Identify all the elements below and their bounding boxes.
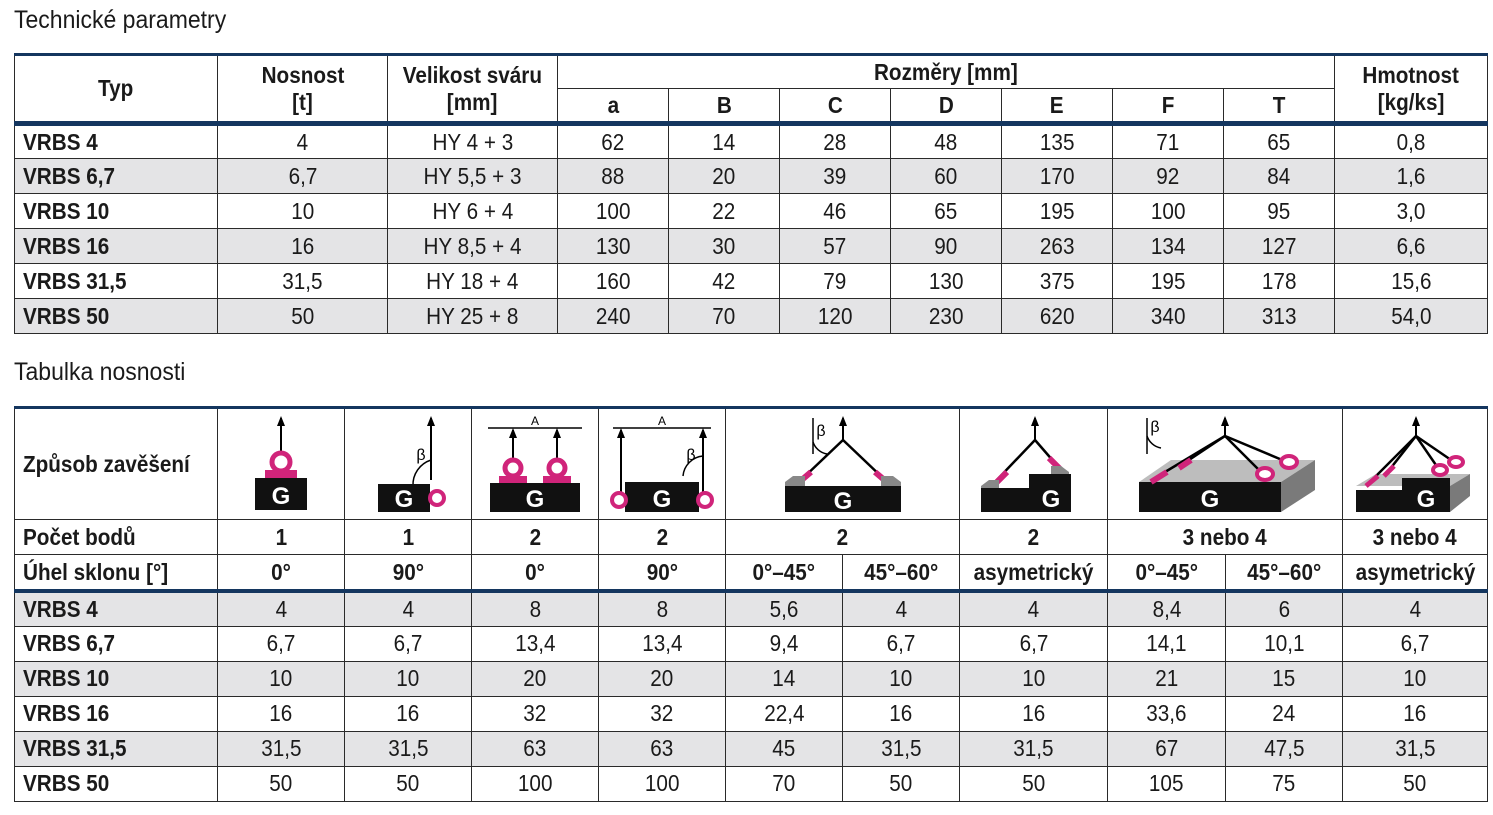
params-cell: HY 5,5 + 3 xyxy=(388,159,558,194)
params-cell: 70 xyxy=(669,299,780,334)
params-cell: HY 25 + 8 xyxy=(388,299,558,334)
header-dim-e: E xyxy=(1002,89,1113,124)
loads-cell: 24 xyxy=(1226,696,1343,731)
loads-cell: 50 xyxy=(960,766,1108,801)
single-angled-lift-icon xyxy=(353,414,463,514)
uhel-cell: 90° xyxy=(599,555,726,592)
loads-cell: 10 xyxy=(218,661,345,696)
uhel-cell: 0°–45° xyxy=(726,555,843,592)
uhel-cell: 45°–60° xyxy=(843,555,960,592)
loads-cell: 4 xyxy=(1343,591,1488,626)
multi-leg-asymmetric-sling-icon xyxy=(1350,414,1480,514)
svg-text:β: β xyxy=(815,423,826,440)
params-cell: 92 xyxy=(1113,159,1224,194)
pocet-cell-2: 1 xyxy=(345,520,472,555)
loads-cell: 4 xyxy=(218,591,345,626)
params-cell: 230 xyxy=(891,299,1002,334)
svg-text:G: G xyxy=(1041,486,1060,513)
params-cell: 95 xyxy=(1224,194,1335,229)
params-cell: 240 xyxy=(558,299,669,334)
loads-cell: 33,6 xyxy=(1108,696,1226,731)
params-cell: 65 xyxy=(1224,124,1335,159)
params-cell: 42 xyxy=(669,264,780,299)
params-cell: 263 xyxy=(1002,229,1113,264)
method-cell-8 xyxy=(1343,408,1488,520)
loads-cell: 20 xyxy=(599,661,726,696)
params-cell: 130 xyxy=(891,264,1002,299)
loads-cell: 14,1 xyxy=(1108,626,1226,661)
loads-cell: 10 xyxy=(345,661,472,696)
params-cell: 3,0 xyxy=(1335,194,1488,229)
params-row xyxy=(15,299,1488,334)
loads-cell: 13,4 xyxy=(599,626,726,661)
method-cell-1 xyxy=(218,408,345,520)
params-cell: 195 xyxy=(1113,264,1224,299)
loads-row xyxy=(15,766,1488,801)
params-cell: 22 xyxy=(669,194,780,229)
loads-cell: 70 xyxy=(726,766,843,801)
loads-row xyxy=(15,696,1488,731)
method-cell-3 xyxy=(472,408,599,520)
loads-cell: 21 xyxy=(1108,661,1226,696)
params-cell: 178 xyxy=(1224,264,1335,299)
params-cell: 79 xyxy=(780,264,891,299)
params-cell: 84 xyxy=(1224,159,1335,194)
loads-cell: 6,7 xyxy=(345,626,472,661)
params-cell: 90 xyxy=(891,229,1002,264)
loads-row-type: VRBS 31,5 xyxy=(15,731,218,766)
loads-cell: 100 xyxy=(472,766,599,801)
loads-cell: 100 xyxy=(599,766,726,801)
loads-cell: 4 xyxy=(843,591,960,626)
params-row-type: VRBS 6,7 xyxy=(15,159,218,194)
loads-row-type: VRBS 50 xyxy=(15,766,218,801)
pocet-cell-4: 2 xyxy=(599,520,726,555)
params-cell: 100 xyxy=(1113,194,1224,229)
params-cell: 46 xyxy=(780,194,891,229)
loads-cell: 31,5 xyxy=(345,731,472,766)
params-cell: 6,7 xyxy=(218,159,388,194)
loads-cell: 13,4 xyxy=(472,626,599,661)
loads-cell: 16 xyxy=(345,696,472,731)
loads-cell: 10 xyxy=(960,661,1108,696)
params-cell: 48 xyxy=(891,124,1002,159)
params-cell: 1,6 xyxy=(1335,159,1488,194)
svg-text:β: β xyxy=(416,447,426,464)
uhel-cell: 90° xyxy=(345,555,472,592)
two-leg-asymmetric-sling-icon xyxy=(969,414,1099,514)
params-cell: 62 xyxy=(558,124,669,159)
params-row xyxy=(15,264,1488,299)
params-cell: 4 xyxy=(218,124,388,159)
loads-cell: 16 xyxy=(218,696,345,731)
svg-text:G: G xyxy=(525,486,545,513)
svg-text:A: A xyxy=(657,414,667,428)
method-cell-6 xyxy=(960,408,1108,520)
loads-cell: 63 xyxy=(599,731,726,766)
loads-cell: 50 xyxy=(218,766,345,801)
params-cell: HY 4 + 3 xyxy=(388,124,558,159)
params-cell: 620 xyxy=(1002,299,1113,334)
header-rozmery: Rozměry [mm] xyxy=(558,55,1335,89)
svg-text:G: G xyxy=(1200,486,1220,513)
loads-row-type: VRBS 4 xyxy=(15,591,218,626)
header-dim-d: D xyxy=(891,89,1002,124)
params-row xyxy=(15,194,1488,229)
header-dim-b: B xyxy=(669,89,780,124)
params-cell: 39 xyxy=(780,159,891,194)
params-cell: 14 xyxy=(669,124,780,159)
params-cell: 10 xyxy=(218,194,388,229)
section-title-technical-parameters: Technické parametry xyxy=(14,6,227,34)
header-dim-t: T xyxy=(1224,89,1335,124)
loads-cell: 5,6 xyxy=(726,591,843,626)
loads-cell: 50 xyxy=(1343,766,1488,801)
loads-row-type: VRBS 6,7 xyxy=(15,626,218,661)
loads-cell: 31,5 xyxy=(218,731,345,766)
params-cell: 57 xyxy=(780,229,891,264)
loads-row xyxy=(15,626,1488,661)
params-row-type: VRBS 50 xyxy=(15,299,218,334)
params-cell: 54,0 xyxy=(1335,299,1488,334)
loads-row-type: VRBS 10 xyxy=(15,661,218,696)
pocet-cell-8: 3 nebo 4 xyxy=(1343,520,1488,555)
svg-text:G: G xyxy=(271,483,291,510)
params-cell: HY 18 + 4 xyxy=(388,264,558,299)
uhel-cell: 0° xyxy=(218,555,345,592)
uhel-cell: 45°–60° xyxy=(1226,555,1343,592)
loads-row xyxy=(15,591,1488,626)
loads-cell: 10,1 xyxy=(1226,626,1343,661)
params-row xyxy=(15,229,1488,264)
loads-cell: 6,7 xyxy=(1343,626,1488,661)
loads-cell: 4 xyxy=(960,591,1108,626)
loads-cell: 4 xyxy=(345,591,472,626)
load-capacity-table xyxy=(14,406,1488,802)
section-title-load-table: Tabulka nosnosti xyxy=(14,358,186,386)
loads-cell: 31,5 xyxy=(1343,731,1488,766)
technical-parameters-table xyxy=(14,53,1488,334)
loads-row xyxy=(15,661,1488,696)
pocet-cell-7: 3 nebo 4 xyxy=(1108,520,1343,555)
loads-cell: 75 xyxy=(1226,766,1343,801)
loads-cell: 20 xyxy=(472,661,599,696)
loads-cell: 105 xyxy=(1108,766,1226,801)
loads-cell: 15 xyxy=(1226,661,1343,696)
params-row-type: VRBS 4 xyxy=(15,124,218,159)
params-cell: 71 xyxy=(1113,124,1224,159)
loads-cell: 47,5 xyxy=(1226,731,1343,766)
params-cell: 127 xyxy=(1224,229,1335,264)
loads-cell: 6,7 xyxy=(843,626,960,661)
uhel-cell: asymetrický xyxy=(1343,555,1488,592)
loads-cell: 45 xyxy=(726,731,843,766)
params-cell: 375 xyxy=(1002,264,1113,299)
header-dim-f: F xyxy=(1113,89,1224,124)
multi-leg-sling-icon xyxy=(1125,414,1325,514)
single-vertical-lift-icon xyxy=(226,414,336,514)
params-cell: 0,8 xyxy=(1335,124,1488,159)
params-cell: 16 xyxy=(218,229,388,264)
loads-cell: 50 xyxy=(843,766,960,801)
loads-cell: 31,5 xyxy=(960,731,1108,766)
params-cell: 15,6 xyxy=(1335,264,1488,299)
loads-cell: 6 xyxy=(1226,591,1343,626)
label-uhel-sklonu: Úhel sklonu [°] xyxy=(15,555,218,592)
pocet-cell-6: 2 xyxy=(960,520,1108,555)
svg-text:G: G xyxy=(1416,486,1436,513)
params-cell: 31,5 xyxy=(218,264,388,299)
double-vertical-lift-icon xyxy=(480,414,590,514)
loads-cell: 22,4 xyxy=(726,696,843,731)
loads-cell: 50 xyxy=(345,766,472,801)
params-row-type: VRBS 10 xyxy=(15,194,218,229)
pocet-cell-5: 2 xyxy=(726,520,960,555)
loads-cell: 6,7 xyxy=(218,626,345,661)
loads-table-body xyxy=(15,591,1488,801)
loads-cell: 14 xyxy=(726,661,843,696)
loads-cell: 8 xyxy=(599,591,726,626)
loads-cell: 32 xyxy=(472,696,599,731)
header-dim-a: a xyxy=(558,89,669,124)
loads-cell: 10 xyxy=(843,661,960,696)
params-row xyxy=(15,124,1488,159)
params-cell: 60 xyxy=(891,159,1002,194)
pocet-cell-3: 2 xyxy=(472,520,599,555)
svg-text:G: G xyxy=(652,486,672,513)
loads-cell: 16 xyxy=(1343,696,1488,731)
params-cell: HY 6 + 4 xyxy=(388,194,558,229)
svg-text:G: G xyxy=(833,488,852,514)
params-cell: 340 xyxy=(1113,299,1224,334)
method-cell-2 xyxy=(345,408,472,520)
svg-text:β: β xyxy=(1150,419,1160,436)
method-cell-7 xyxy=(1108,408,1343,520)
params-row xyxy=(15,159,1488,194)
params-cell: 30 xyxy=(669,229,780,264)
params-row-type: VRBS 16 xyxy=(15,229,218,264)
double-angled-lift-icon xyxy=(607,414,717,514)
params-cell: 6,6 xyxy=(1335,229,1488,264)
loads-row xyxy=(15,731,1488,766)
method-cell-5 xyxy=(726,408,960,520)
loads-cell: 6,7 xyxy=(960,626,1108,661)
svg-text:A: A xyxy=(530,414,540,428)
loads-cell: 67 xyxy=(1108,731,1226,766)
params-cell: 28 xyxy=(780,124,891,159)
method-cell-4 xyxy=(599,408,726,520)
params-cell: HY 8,5 + 4 xyxy=(388,229,558,264)
params-cell: 88 xyxy=(558,159,669,194)
two-leg-sling-icon xyxy=(763,414,923,514)
header-dim-c: C xyxy=(780,89,891,124)
header-nosnost: Nosnost [t] xyxy=(218,55,388,124)
params-cell: 130 xyxy=(558,229,669,264)
loads-cell: 16 xyxy=(843,696,960,731)
label-pocet-bodu: Počet bodů xyxy=(15,520,218,555)
label-zpusob-zaveseni: Způsob zavěšení xyxy=(15,408,218,520)
header-velikost-svaru: Velikost sváru [mm] xyxy=(388,55,558,124)
header-hmotnost: Hmotnost [kg/ks] xyxy=(1335,55,1488,124)
svg-text:β: β xyxy=(686,447,696,464)
loads-row-type: VRBS 16 xyxy=(15,696,218,731)
params-row-type: VRBS 31,5 xyxy=(15,264,218,299)
params-cell: 50 xyxy=(218,299,388,334)
params-cell: 160 xyxy=(558,264,669,299)
params-cell: 135 xyxy=(1002,124,1113,159)
loads-cell: 63 xyxy=(472,731,599,766)
loads-cell: 8,4 xyxy=(1108,591,1226,626)
header-typ: Typ xyxy=(15,55,218,124)
params-cell: 170 xyxy=(1002,159,1113,194)
params-cell: 195 xyxy=(1002,194,1113,229)
params-table-body xyxy=(15,124,1488,334)
uhel-cell: 0° xyxy=(472,555,599,592)
uhel-cell: asymetrický xyxy=(960,555,1108,592)
params-cell: 100 xyxy=(558,194,669,229)
loads-cell: 31,5 xyxy=(843,731,960,766)
loads-cell: 9,4 xyxy=(726,626,843,661)
uhel-cell: 0°–45° xyxy=(1108,555,1226,592)
loads-cell: 8 xyxy=(472,591,599,626)
loads-cell: 32 xyxy=(599,696,726,731)
params-cell: 120 xyxy=(780,299,891,334)
params-cell: 313 xyxy=(1224,299,1335,334)
params-cell: 134 xyxy=(1113,229,1224,264)
params-cell: 65 xyxy=(891,194,1002,229)
svg-text:G: G xyxy=(394,486,414,513)
params-cell: 20 xyxy=(669,159,780,194)
loads-cell: 10 xyxy=(1343,661,1488,696)
loads-cell: 16 xyxy=(960,696,1108,731)
pocet-cell-1: 1 xyxy=(218,520,345,555)
